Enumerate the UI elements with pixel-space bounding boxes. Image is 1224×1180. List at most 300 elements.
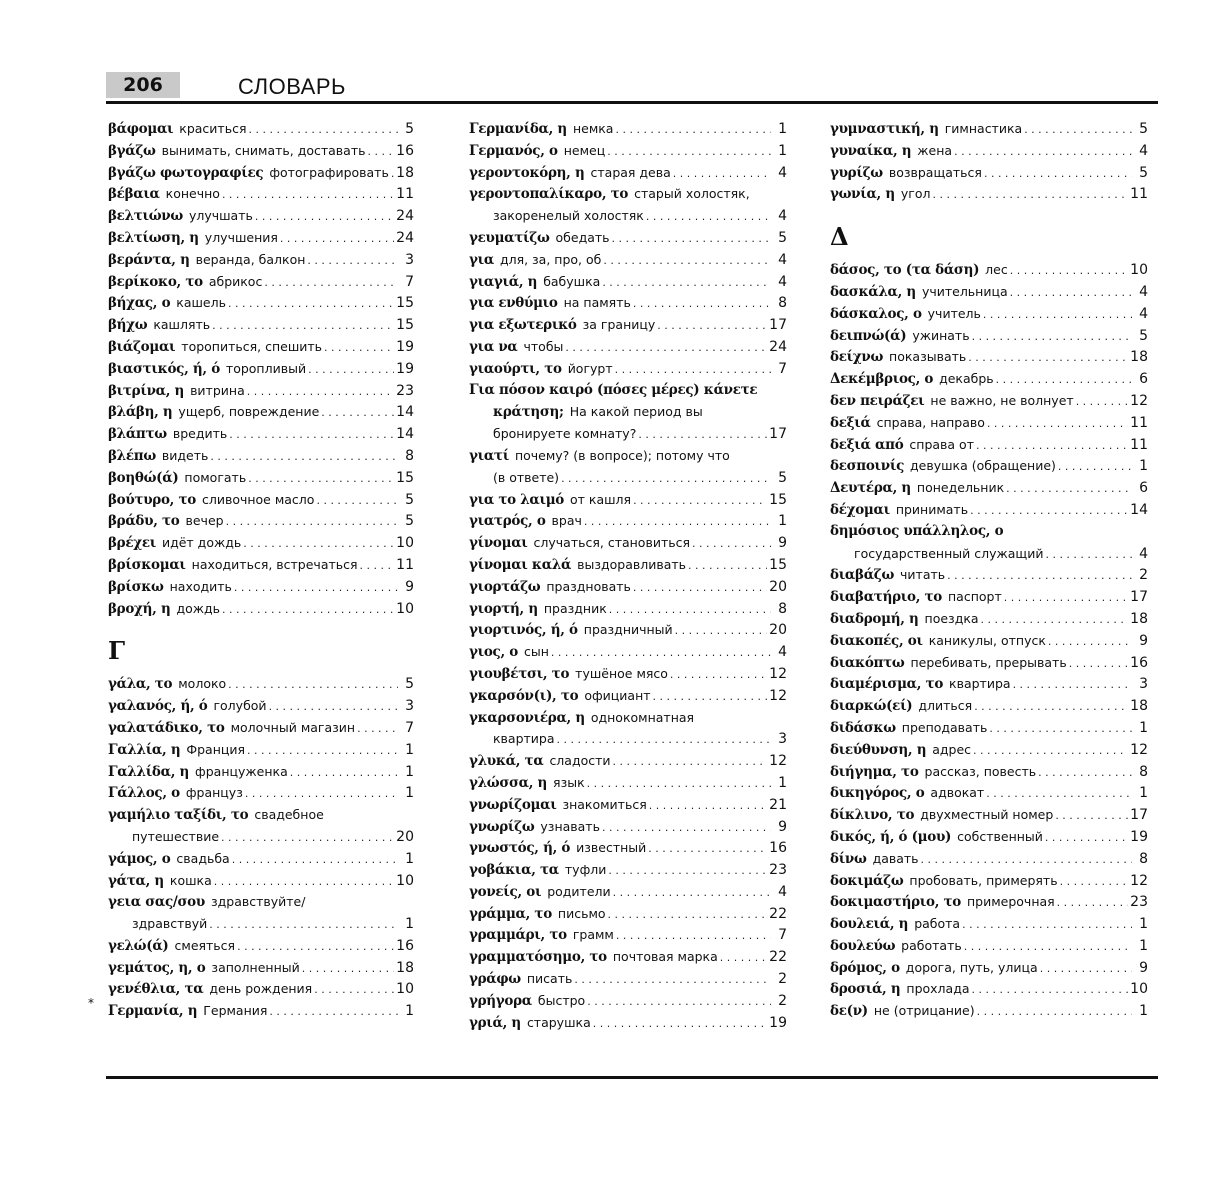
leader-dots [1040,958,1132,980]
greek-headword: γοβάκια, τα [469,862,559,879]
russian-translation: для, за, про, об [499,251,602,267]
leader-dots [561,468,771,490]
greek-headword: βήχας, ο [108,295,171,312]
leader-dots [602,817,771,839]
greek-headword: Δευτέρα, η [830,480,911,497]
lesson-number: 4 [778,644,787,661]
dictionary-entry [108,739,414,761]
russian-translation: кошка [169,872,212,888]
greek-headword: κράτηση; [493,404,564,421]
dictionary-entry [108,401,414,423]
dictionary-entry [830,183,1148,205]
lesson-number: 4 [778,273,787,290]
dictionary-entry [108,249,414,271]
greek-headword: γιορτάζω [469,578,541,595]
dictionary-entry [108,423,414,445]
page-title: СЛОВАРЬ [238,74,346,99]
dictionary-entry [830,412,1148,434]
dictionary-column-2 [469,118,787,1033]
lesson-number: 4 [778,164,787,181]
lesson-number: 15 [396,317,414,334]
leader-dots [616,925,771,947]
russian-translation: на память [563,295,631,311]
dictionary-entry [469,598,787,620]
russian-translation: голубой [213,698,267,714]
dictionary-entry [830,673,1148,695]
lesson-number: 2 [778,971,787,988]
leader-dots [264,272,398,294]
leader-dots [557,729,771,751]
entry-continuation [830,543,1148,565]
dictionary-entry [830,499,1148,521]
greek-headword: γελώ(ά) [108,937,169,954]
lesson-number: 7 [405,273,414,290]
lesson-number: 9 [778,818,787,835]
lesson-number: 5 [405,121,414,137]
leader-dots [973,740,1128,762]
russian-translation: туфли [564,862,607,878]
dictionary-entry [469,685,787,707]
dictionary-entry [830,717,1148,739]
greek-headword: δροσιά, η [830,981,901,998]
greek-headword: δειπνώ(ά) [830,327,907,344]
lesson-number: 12 [769,665,787,682]
lesson-number: 14 [396,404,414,421]
russian-translation: закоренелый холостяк [493,208,644,224]
lesson-number: 2 [778,992,787,1009]
dictionary-entry [830,652,1148,674]
leader-dots [1060,871,1129,893]
leader-dots [228,674,398,696]
leader-dots [603,250,771,272]
dictionary-entry [830,630,1148,652]
dictionary-entry [469,903,787,925]
leader-dots [245,783,398,805]
russian-translation: витрина [190,382,245,398]
letter-heading: Δ [830,222,849,252]
russian-translation: здравствуйте/ [210,894,306,910]
greek-headword: γάτα, η [108,872,164,889]
entry-continuation [469,728,787,750]
lesson-number: 17 [769,426,787,443]
russian-translation: справа, направо [876,414,985,430]
dictionary-entry [108,271,414,293]
russian-translation: преподавать [901,719,988,735]
lesson-number: 1 [1139,719,1148,736]
leader-dots [321,402,394,424]
russian-translation: тушёное мясо [575,665,668,681]
leader-dots [981,609,1129,631]
dictionary-entry [469,140,787,162]
greek-headword: βλέπω [108,447,156,464]
lesson-number: 4 [778,208,787,225]
greek-headword: γεμάτος, η, ο [108,959,206,976]
russian-translation: француз [185,785,243,801]
dictionary-entry [108,1000,414,1022]
header-rule [106,101,1158,104]
leader-dots [587,773,771,795]
leader-dots [222,599,394,621]
leader-dots [248,468,394,490]
russian-translation: молочный магазин [230,719,356,735]
greek-headword: γκαρσόν(ι), το [469,687,579,704]
leader-dots [593,1013,767,1035]
dictionary-entry [108,380,414,402]
greek-headword: βγάζω φωτογραφίες [108,164,264,181]
greek-headword: διαρκώ(εί) [830,698,913,715]
lesson-number: 3 [1139,676,1148,693]
lesson-number: 2 [1139,567,1148,584]
greek-headword: γαλατάδικο, το [108,719,225,736]
greek-headword: βεράντα, η [108,251,190,268]
lesson-number: 19 [1130,828,1148,845]
leader-dots [1048,631,1132,653]
greek-headword: διακόπτω [830,654,905,671]
russian-translation: помогать [184,469,247,485]
russian-translation: за границу [582,317,656,333]
leader-dots [234,577,398,599]
lesson-number: 24 [396,229,414,246]
russian-translation: старый холостяк, [634,186,750,202]
dictionary-entry [108,510,414,532]
leader-dots [324,337,394,359]
russian-translation: немец [563,142,606,158]
greek-headword: για το λαιμό [469,491,564,508]
leader-dots [962,914,1132,936]
russian-translation: давать [872,850,919,866]
leader-dots [602,272,771,294]
leader-dots [607,141,771,163]
greek-headword: γράμμα, το [469,905,552,922]
lesson-number: 8 [405,447,414,464]
leader-dots [615,119,771,141]
leader-dots [970,500,1128,522]
greek-headword: για να [469,338,518,355]
entry-continuation [469,401,787,423]
dictionary-entry [108,576,414,598]
russian-translation: праздновать [546,578,631,594]
leader-dots [633,293,771,315]
russian-translation: выздоравливать [577,556,687,572]
lesson-number: 20 [769,622,787,639]
greek-headword: βοηθώ(ά) [108,469,179,486]
lesson-number: 15 [396,295,414,312]
leader-dots [984,163,1132,185]
dictionary-entry [830,281,1148,303]
leader-dots [964,936,1132,958]
leader-dots [307,250,398,272]
dictionary-entry [108,489,414,511]
russian-translation: вынимать, снимать, доставать [161,142,366,158]
greek-headword: δικηγόρος, ο [830,785,925,802]
leader-dots [367,141,394,163]
leader-dots [1013,674,1132,696]
leader-dots [587,991,771,1013]
dictionary-entry [108,314,414,336]
lesson-number: 11 [1130,186,1148,203]
greek-headword: γάμος, ο [108,850,171,867]
lesson-number: 18 [1130,698,1148,715]
lesson-number: 1 [1139,1003,1148,1020]
greek-headword: γιατρός, ο [469,513,546,530]
russian-translation: адрес [932,741,972,757]
greek-headword: δίνω [830,850,867,867]
leader-dots [1006,478,1132,500]
lesson-number: 11 [396,186,414,203]
leader-dots [391,163,394,185]
greek-headword: γιαγιά, η [469,273,538,290]
greek-headword: γιος, ο [469,644,518,661]
dictionary-entry [830,162,1148,184]
dictionary-entry [469,510,787,532]
dictionary-entry [108,140,414,162]
lesson-number: 22 [769,949,787,966]
lesson-number: 1 [405,741,414,758]
lesson-number: 5 [405,491,414,508]
lesson-number: 7 [405,719,414,736]
leader-dots [357,718,398,740]
greek-headword: δασκάλα, η [830,283,916,300]
lesson-number: 17 [769,317,787,334]
lesson-number: 19 [396,360,414,377]
entry-continuation [108,826,414,848]
entry-continuation [108,913,414,935]
leader-dots [609,599,771,621]
lesson-number: 7 [778,927,787,944]
russian-translation: заполненный [211,959,300,975]
dictionary-entry [830,118,1148,140]
lesson-number: 9 [1139,959,1148,976]
russian-translation: учитель [927,305,981,321]
lesson-number: 1 [778,142,787,159]
dictionary-entry [108,804,414,826]
dictionary-entry [108,162,414,184]
leader-dots [974,696,1128,718]
greek-headword: βάφομαι [108,121,174,137]
lesson-number: 20 [396,828,414,845]
russian-translation: учительница [921,283,1008,299]
russian-translation: дождь [176,600,221,616]
dictionary-entry [830,782,1148,804]
russian-translation: справа от [909,436,974,452]
dictionary-entry [830,434,1148,456]
lesson-number: 12 [1130,872,1148,889]
lesson-number: 1 [778,121,787,137]
russian-translation: работа [914,916,961,932]
dictionary-entry [469,881,787,903]
dictionary-entry [469,772,787,794]
leader-dots [921,849,1132,871]
dictionary-entry [469,314,787,336]
russian-translation: обедать [555,229,610,245]
greek-headword: γρήγορα [469,992,532,1009]
russian-translation: угол [900,186,931,202]
lesson-number: 16 [1130,654,1148,671]
lesson-number: 14 [1130,501,1148,518]
dictionary-entry [469,532,787,554]
greek-headword: γεροντοπαλίκαρο, το [469,186,629,203]
dictionary-entry [830,346,1148,368]
leader-dots [574,969,771,991]
lesson-number: 10 [396,600,414,617]
russian-translation: показывать [889,349,967,365]
leader-dots [646,206,771,228]
leader-dots [977,1001,1132,1023]
leader-dots [1076,391,1128,413]
dictionary-entry [108,118,414,140]
russian-translation: свадебное [254,807,324,823]
greek-headword: βρέχει [108,535,156,552]
dictionary-entry [108,782,414,804]
lesson-number: 19 [396,338,414,355]
leader-dots [221,827,394,849]
russian-translation: абрикос [208,273,263,289]
russian-translation: бабушка [543,273,601,289]
greek-headword: γευματίζω [469,229,550,246]
dictionary-entry [469,162,787,184]
greek-headword: γιατί [469,447,509,464]
dictionary-entry [469,750,787,772]
lesson-number: 1 [1139,785,1148,802]
russian-translation: старушка [526,1014,591,1030]
leader-dots [210,446,398,468]
russian-translation: улучшения [204,229,278,245]
lesson-number: 18 [396,959,414,976]
lesson-number: 5 [778,229,787,246]
dictionary-entry [108,227,414,249]
lesson-number: 18 [1130,610,1148,627]
dictionary-entry [469,859,787,881]
lesson-number: 4 [1139,283,1148,300]
lesson-number: 23 [769,862,787,879]
greek-headword: γιουβέτσι, το [469,665,570,682]
russian-translation: сливочное масло [201,491,315,507]
greek-headword: δοκιμαστήριο, το [830,894,961,911]
leader-dots [1055,805,1128,827]
leader-dots [255,206,394,228]
lesson-number: 1 [1139,916,1148,933]
leader-dots [212,315,394,337]
leader-dots [269,1001,398,1023]
lesson-number: 3 [405,251,414,268]
dictionary-entry [469,227,787,249]
russian-translation: гимнастика [944,121,1023,136]
lesson-number: 1 [405,763,414,780]
leader-dots [657,315,767,337]
greek-headword: βλάπτω [108,426,167,443]
margin-mark: * [88,996,94,1010]
russian-translation: находить [169,578,232,594]
leader-dots [1058,456,1132,478]
greek-headword: διεύθυνση, η [830,741,927,758]
dictionary-column-1 [108,118,414,1022]
leader-dots [302,958,394,980]
lesson-number: 4 [778,251,787,268]
russian-translation: собственный [957,828,1043,844]
greek-headword: γονείς, οι [469,883,542,900]
leader-dots [615,359,771,381]
greek-headword: βελτίωση, η [108,229,199,246]
lesson-number: 12 [769,753,787,770]
russian-translation: возвращаться [888,164,982,180]
dictionary-entry [830,739,1148,761]
russian-translation: Франция [186,741,246,757]
leader-dots [243,533,394,555]
russian-translation: узнавать [540,818,600,834]
dictionary-entry [108,183,414,205]
russian-translation: квартира [493,731,555,747]
russian-translation: грамм [572,927,614,943]
lesson-number: 17 [1130,807,1148,824]
leader-dots [290,762,398,784]
dictionary-entry [830,891,1148,913]
dictionary-entry [469,554,787,576]
leader-dots [228,293,394,315]
dictionary-entry [830,1000,1148,1022]
dictionary-entry [469,707,787,729]
greek-headword: βλάβη, η [108,404,173,421]
lesson-number: 11 [1130,414,1148,431]
russian-translation: адвокат [930,785,985,801]
dictionary-entry [108,445,414,467]
dictionary-entry [830,913,1148,935]
dictionary-entry [108,336,414,358]
russian-translation: кашлять [153,317,211,333]
russian-translation: немка [572,121,614,136]
russian-translation: перебивать, прерывать [910,654,1067,670]
lesson-number: 4 [1139,305,1148,322]
dictionary-column-3 [830,118,1148,1022]
dictionary-entry [830,140,1148,162]
greek-headword: δε(ν) [830,1003,868,1020]
greek-headword: βρίσκω [108,578,164,595]
dictionary-entry [108,761,414,783]
russian-translation: путешествие [132,828,220,844]
leader-dots [608,860,767,882]
greek-headword: γυρίζω [830,164,883,181]
leader-dots [638,424,767,446]
lesson-number: 6 [1139,480,1148,497]
russian-translation: от кашля [570,491,632,507]
leader-dots [968,347,1128,369]
greek-headword: βήχω [108,317,148,334]
leader-dots [1069,653,1128,675]
greek-headword: γιαούρτι, το [469,360,562,377]
dictionary-entry [469,990,787,1012]
russian-translation: чтобы [523,338,564,354]
lesson-number: 23 [396,382,414,399]
greek-headword: γνωστός, ή, ό [469,840,571,857]
leader-dots [653,686,768,708]
russian-translation: праздник [543,600,607,616]
dictionary-entry [108,957,414,979]
russian-translation: ужинать [912,327,970,343]
lesson-number: 12 [1130,392,1148,409]
greek-headword: γράφω [469,971,521,988]
lesson-number: 1 [778,513,787,530]
lesson-number: 16 [769,840,787,857]
dictionary-entry [469,380,787,402]
leader-dots [1004,587,1128,609]
lesson-number: 16 [396,937,414,954]
leader-dots [986,783,1132,805]
russian-translation: вечер [185,513,224,529]
leader-dots [226,511,398,533]
russian-translation: находиться, встречаться [191,556,358,572]
russian-translation: видеть [161,447,209,463]
greek-headword: γλώσσα, η [469,774,548,791]
greek-headword: βιάζομαι [108,338,176,355]
